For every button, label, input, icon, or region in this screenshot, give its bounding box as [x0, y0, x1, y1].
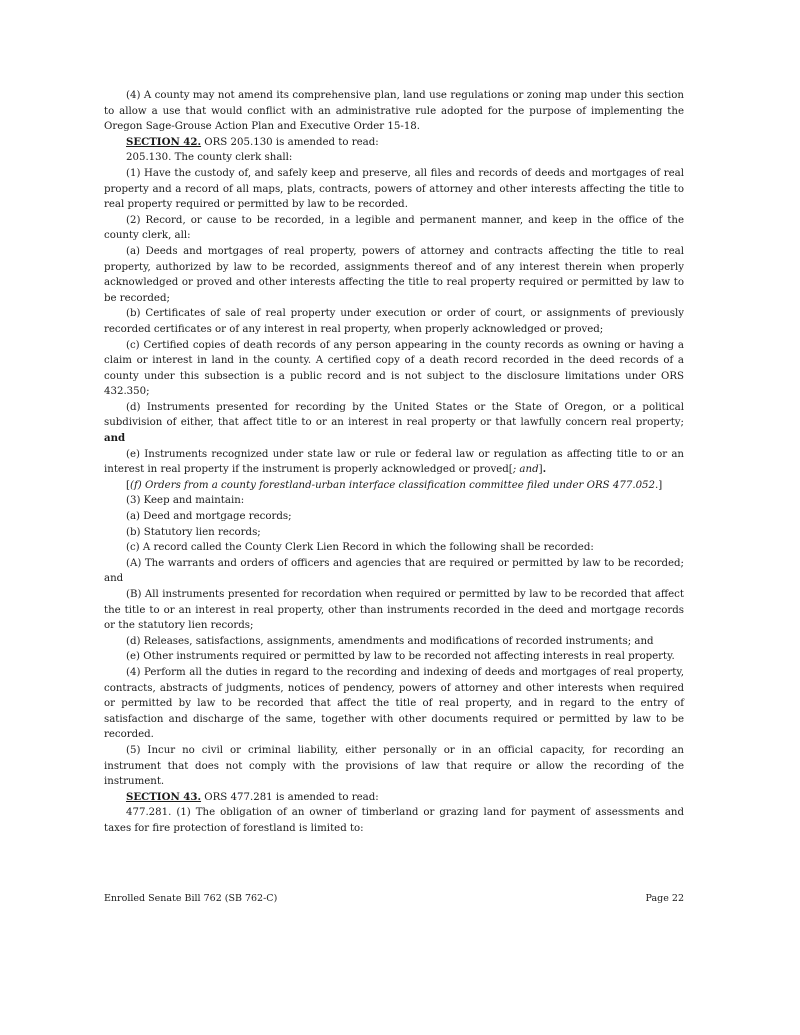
footer-bill-name: Enrolled Senate Bill 762 (SB 762-C) — [104, 893, 278, 904]
document-body — [104, 88, 684, 837]
paragraph-3b: (b) Statutory lien records; — [126, 526, 261, 538]
paragraph-2c-death-records: (c) Certified copies of death records of any person appearing in the county records as owning or having a claim or interest in land in the county. A certified copy of a death record recorded in the deed records of a county under this subsection is a public record and is not subject to the disclosure limitations under ORS 432.350; — [104, 339, 684, 398]
paragraph-2b-certificates: (b) Certificates of sale of real property under execution or order of court, or assignments of previously recorded certificates or of any interest in real property, when properly acknowledged or proved; — [104, 308, 684, 335]
paragraph-3c: (c) A record called the County Clerk Lien Record in which the following shall be recorded: — [126, 542, 594, 554]
paragraph-205-130: 205.130. The county clerk shall: — [126, 152, 293, 164]
paragraph-3-keep: (3) Keep and maintain: — [126, 495, 245, 507]
section-42-heading: SECTION 42. ORS 205.130 is amended to read: — [126, 135, 379, 148]
paragraph-3d: (d) Releases, satisfactions, assignments, amendments and modifications of recorded instruments; and — [126, 635, 654, 647]
paragraph-3e: (e) Other instruments required or permitted by law to be recorded not affecting interests in real property. — [126, 651, 675, 663]
section-43-label: SECTION 43. — [126, 790, 202, 803]
section-43-heading: SECTION 43. ORS 477.281 is amended to read: — [126, 790, 379, 803]
paragraph-2d-instruments: (d) Instruments presented for recording by the United States or the State of Oregon, or a political subdivision of either, that affect title to or an interest in real property or that lawfully concern real property; and — [104, 401, 684, 445]
paragraph-2a-deeds: (a) Deeds and mortgages of real property, powers of attorney and contracts affecting the title to real property, authorized by law to be recorded, assignments thereof and of any interest therein when properly acknowledged or proved and other interests affecting the title to real property required or permitted by law to be recorded; — [104, 245, 684, 304]
paragraph-2-record: (2) Record, or cause to be recorded, in a legible and permanent manner, and keep in the office of the county clerk, all: — [104, 214, 684, 242]
footer-page-number: Page 22 — [645, 893, 684, 904]
paragraph-3a: (a) Deed and mortgage records; — [126, 511, 292, 523]
paragraph-3c-B: (B) All instruments presented for recordation when required or permitted by law to be recorded that affect the title to or an interest in real property, other than instruments recorded in the deed and mortgage records or the statutory lien records; — [104, 589, 684, 632]
paragraph-5-liability: (5) Incur no civil or criminal liability, either personally or in an official capacity, for recording an instrument that does not comply with the provisions of law that require or allow the recording of the instrument. — [104, 744, 684, 788]
paragraph-477-281: 477.281. (1) The obligation of an owner of timberland or grazing land for payment of assessments and taxes for fire protection of forestland is limited to: — [104, 807, 684, 834]
paragraph-county-amend: (4) A county may not amend its comprehensive plan, land use regulations or zoning map under this section to allow a use that would conflict with an administrative rule adopted for the purpose of implementing the Oregon Sage-Grouse Action Plan and Executive Order 15-18. — [104, 90, 684, 133]
paragraph-3c-A: (A) The warrants and orders of officers and agencies that are required or permitted by law to be recorded; and — [104, 557, 684, 585]
section-42-label: SECTION 42. — [126, 135, 202, 148]
paragraph-1-custody: (1) Have the custody of, and safely keep and preserve, all files and records of deeds and mortgages of real property and a record of all maps, plats, contracts, powers of attorney and other interests affecting the title to real property required or permitted by law to be recorded. — [104, 167, 684, 211]
paragraph-2f-deleted: [(f) Orders from a county forestland-urban interface classification committee filed under ORS 477.052.] — [126, 479, 663, 491]
paragraph-2e-instruments: (e) Instruments recognized under state law or rule or federal law or regulation as affecting title to or an interest in real property if the instrument is properly acknowledged or proved[; and]. — [104, 448, 684, 476]
page-footer — [104, 893, 684, 904]
paragraph-4-perform: (4) Perform all the duties in regard to the recording and indexing of deeds and mortgages of real property, contracts, abstracts of judgments, notices of pendency, powers of attorney and other interests when required or permitted by law to be recorded that affect the title of real property, and in regard to the entry of satisfaction and discharge of the same, together with other documents required or permitted by law to be recorded. — [104, 666, 684, 741]
